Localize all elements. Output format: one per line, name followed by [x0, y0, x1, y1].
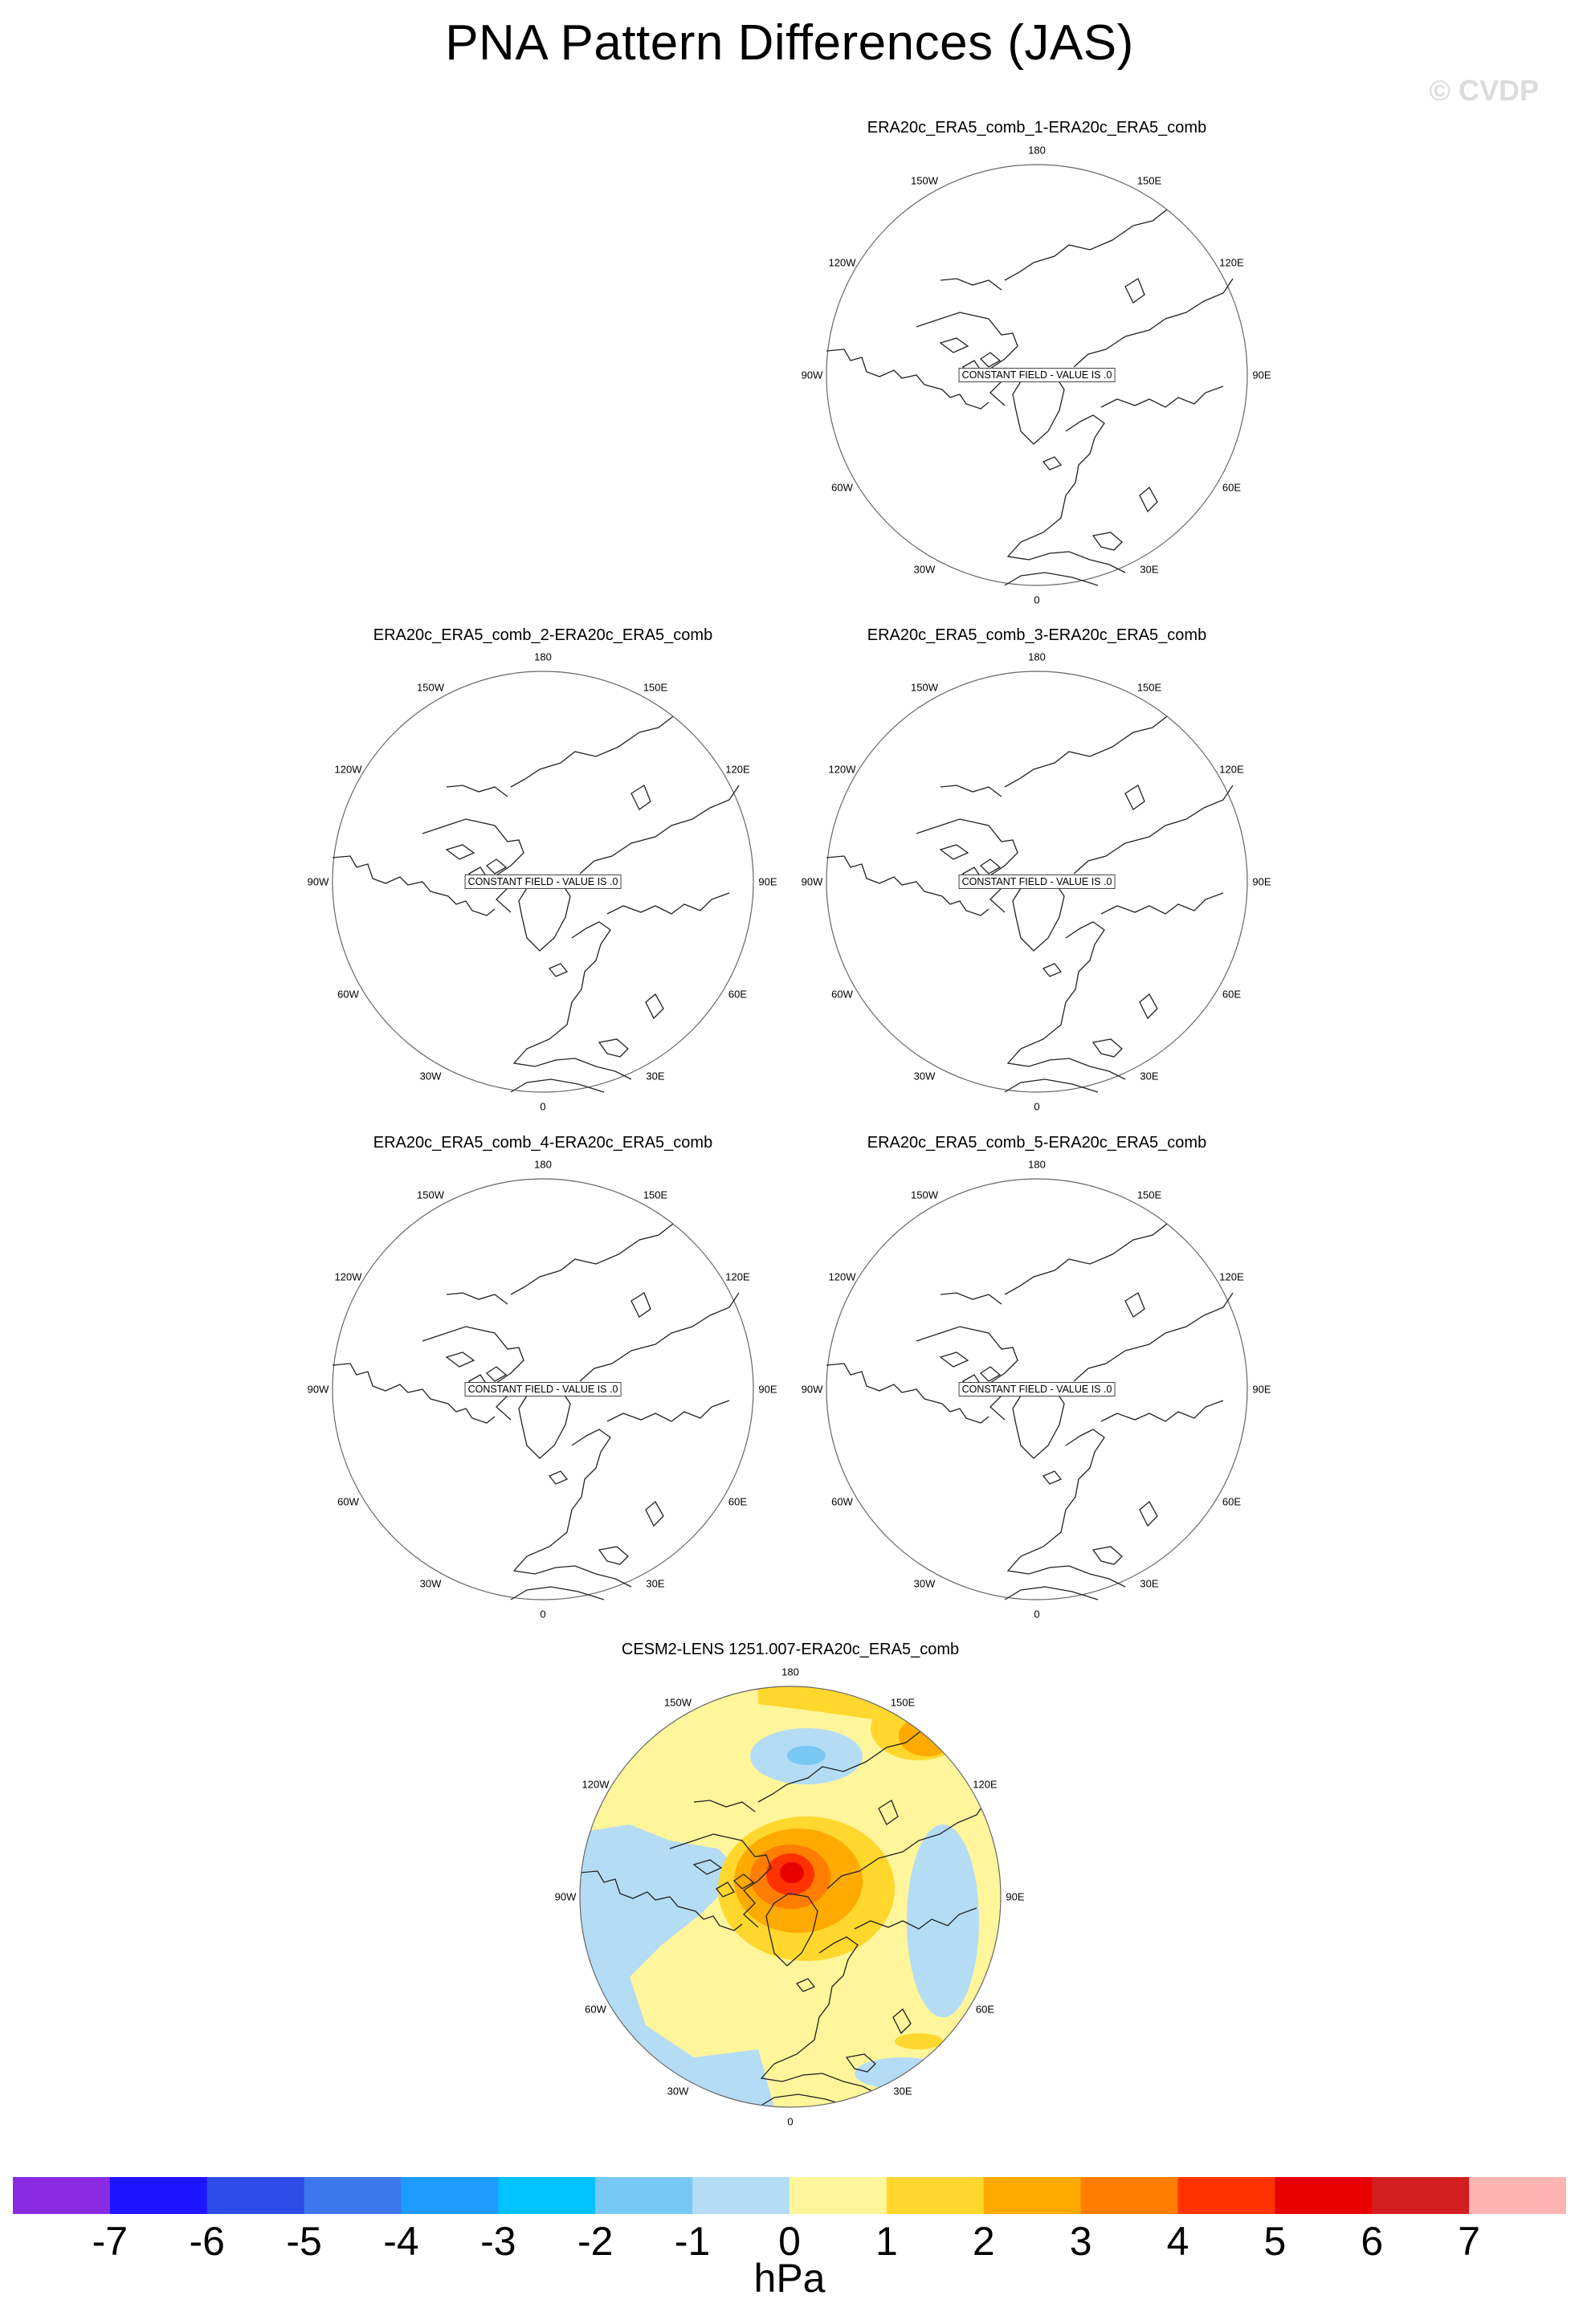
longitude-label: 60E [728, 1495, 748, 1508]
constant-field-label: CONSTANT FIELD - VALUE IS .0 [465, 875, 622, 889]
longitude-label: 30W [667, 2085, 689, 2098]
longitude-label: 90W [801, 1383, 823, 1396]
colorbar-tick-label: -1 [674, 2219, 711, 2264]
longitude-label: 150W [417, 681, 444, 693]
longitude-label: 150W [911, 174, 938, 186]
colorbar-tick-label: 5 [1263, 2219, 1287, 2264]
longitude-label: 180 [1028, 1158, 1046, 1171]
panel-title: CESM2-LENS 1251.007-ERA20c_ERA5_comb [621, 1641, 960, 1658]
longitude-label: 30E [646, 1577, 665, 1590]
panel-title: ERA20c_ERA5_comb_4-ERA20c_ERA5_comb [373, 1134, 713, 1152]
longitude-label: 30W [913, 1577, 936, 1590]
colorbar-swatch [1469, 2177, 1566, 2214]
longitude-label: 90E [1252, 1383, 1271, 1396]
colorbar-tick-label: -7 [92, 2219, 129, 2264]
longitude-label: 60E [728, 988, 748, 1001]
longitude-label: 120W [828, 1270, 856, 1283]
panel-title: ERA20c_ERA5_comb_1-ERA20c_ERA5_comb [867, 119, 1207, 137]
longitude-label: 90W [554, 1890, 577, 1903]
colorbar [13, 2177, 1566, 2214]
longitude-label: 60W [831, 481, 853, 494]
longitude-label: 120W [334, 1270, 362, 1283]
longitude-label: 60E [1222, 1495, 1242, 1508]
longitude-label: 120E [725, 763, 750, 776]
longitude-label: 150E [1136, 174, 1162, 186]
longitude-label: 90E [1252, 369, 1271, 381]
cvdp-watermark: © CVDP [1429, 74, 1539, 107]
contour-fill [895, 2033, 943, 2049]
longitude-label: 120E [725, 1270, 750, 1283]
longitude-label: 30E [1140, 1577, 1159, 1590]
longitude-label: 90E [1252, 875, 1271, 888]
colorbar-swatch [207, 2177, 304, 2214]
longitude-label: 150E [1136, 1189, 1162, 1201]
longitude-label: 120E [1219, 256, 1244, 269]
longitude-label: 90W [801, 875, 823, 888]
longitude-label: 90E [758, 875, 777, 888]
longitude-label: 120E [1219, 1270, 1244, 1283]
longitude-label: 0 [1034, 593, 1040, 606]
longitude-label: 120W [581, 1778, 610, 1791]
longitude-label: 150W [911, 1189, 938, 1201]
colorbar-swatch [1081, 2177, 1178, 2214]
colorbar-tick-label: 6 [1361, 2219, 1384, 2264]
colorbar-tick-label: -3 [480, 2219, 516, 2264]
constant-field-label: CONSTANT FIELD - VALUE IS .0 [465, 1382, 622, 1396]
longitude-label: 180 [534, 650, 552, 663]
panel-title: ERA20c_ERA5_comb_2-ERA20c_ERA5_comb [373, 626, 713, 644]
colorbar-tick-label: -6 [189, 2219, 225, 2264]
longitude-label: 0 [1034, 1608, 1040, 1621]
colorbar-swatch [887, 2177, 984, 2214]
longitude-label: 60E [1222, 988, 1242, 1001]
colorbar-swatch [13, 2177, 110, 2214]
longitude-label: 90W [801, 369, 823, 381]
longitude-label: 90E [1006, 1890, 1025, 1903]
longitude-label: 120W [334, 763, 362, 776]
longitude-label: 120W [828, 763, 856, 776]
colorbar-swatch [304, 2177, 402, 2214]
colorbar-swatch [595, 2177, 692, 2214]
colorbar-tick-label: 4 [1166, 2219, 1189, 2264]
longitude-label: 60E [975, 2003, 995, 2016]
colorbar-swatch [1178, 2177, 1275, 2214]
contour-fill [907, 1825, 979, 2017]
longitude-label: 60W [831, 1495, 853, 1508]
colorbar-tick-label: 3 [1069, 2219, 1092, 2264]
longitude-label: 30W [913, 563, 936, 576]
longitude-label: 150W [911, 681, 938, 693]
longitude-label: 90W [307, 875, 329, 888]
colorbar-tick-label: 0 [778, 2219, 801, 2264]
longitude-label: 30E [1140, 1070, 1159, 1082]
longitude-label: 90E [758, 1383, 777, 1396]
longitude-label: 150E [643, 1189, 668, 1201]
longitude-label: 30W [913, 1070, 936, 1082]
longitude-label: 0 [540, 1100, 546, 1113]
map-panel-6 [548, 1654, 1033, 2139]
colorbar-tick-label: 1 [875, 2219, 898, 2264]
longitude-label: 30E [893, 2085, 912, 2098]
longitude-label: 150E [890, 1696, 916, 1708]
longitude-label: 0 [1034, 1100, 1040, 1113]
colorbar-swatch [402, 2177, 499, 2214]
longitude-label: 30W [419, 1577, 442, 1590]
longitude-label: 180 [1028, 144, 1046, 157]
longitude-label: 0 [787, 2115, 794, 2128]
longitude-label: 60W [337, 1495, 359, 1508]
colorbar-swatch [110, 2177, 207, 2214]
colorbar-tick-label: -5 [286, 2219, 322, 2264]
longitude-label: 60W [831, 988, 853, 1001]
longitude-label: 30E [1140, 563, 1159, 576]
longitude-label: 60W [585, 2003, 606, 2016]
colorbar-tick-label: 7 [1458, 2219, 1481, 2264]
constant-field-label: CONSTANT FIELD - VALUE IS .0 [959, 1382, 1116, 1396]
longitude-label: 30E [646, 1070, 665, 1082]
longitude-label: 150E [1136, 681, 1162, 693]
colorbar-swatch [692, 2177, 790, 2214]
longitude-label: 120E [973, 1778, 998, 1791]
colorbar-unit: hPa [753, 2256, 826, 2301]
longitude-label: 150E [643, 681, 668, 693]
colorbar-tick-label: -4 [383, 2219, 419, 2264]
longitude-label: 180 [534, 1158, 552, 1171]
contour-fill [780, 1862, 804, 1883]
longitude-label: 60E [1222, 481, 1242, 494]
constant-field-label: CONSTANT FIELD - VALUE IS .0 [959, 368, 1116, 382]
longitude-label: 120E [1219, 763, 1244, 776]
colorbar-tick-label: -2 [577, 2219, 614, 2264]
longitude-label: 120W [828, 256, 856, 269]
longitude-label: 150W [664, 1696, 692, 1708]
longitude-label: 180 [1028, 650, 1046, 663]
page-title: PNA Pattern Differences (JAS) [445, 15, 1134, 71]
colorbar-swatch [498, 2177, 595, 2214]
colorbar-swatch [984, 2177, 1081, 2214]
panel-title: ERA20c_ERA5_comb_3-ERA20c_ERA5_comb [867, 626, 1207, 644]
contour-fill [787, 1746, 826, 1765]
longitude-label: 30W [419, 1070, 442, 1082]
panel-title: ERA20c_ERA5_comb_5-ERA20c_ERA5_comb [867, 1134, 1207, 1152]
colorbar-swatch [1275, 2177, 1372, 2214]
longitude-label: 150W [417, 1189, 444, 1201]
longitude-label: 0 [540, 1608, 546, 1621]
colorbar-swatch [790, 2177, 887, 2214]
longitude-label: 90W [307, 1383, 329, 1396]
colorbar-swatch [1372, 2177, 1469, 2214]
longitude-label: 60W [337, 988, 359, 1001]
longitude-label: 180 [781, 1666, 799, 1678]
constant-field-label: CONSTANT FIELD - VALUE IS .0 [959, 875, 1116, 889]
colorbar-tick-label: 2 [972, 2219, 995, 2264]
